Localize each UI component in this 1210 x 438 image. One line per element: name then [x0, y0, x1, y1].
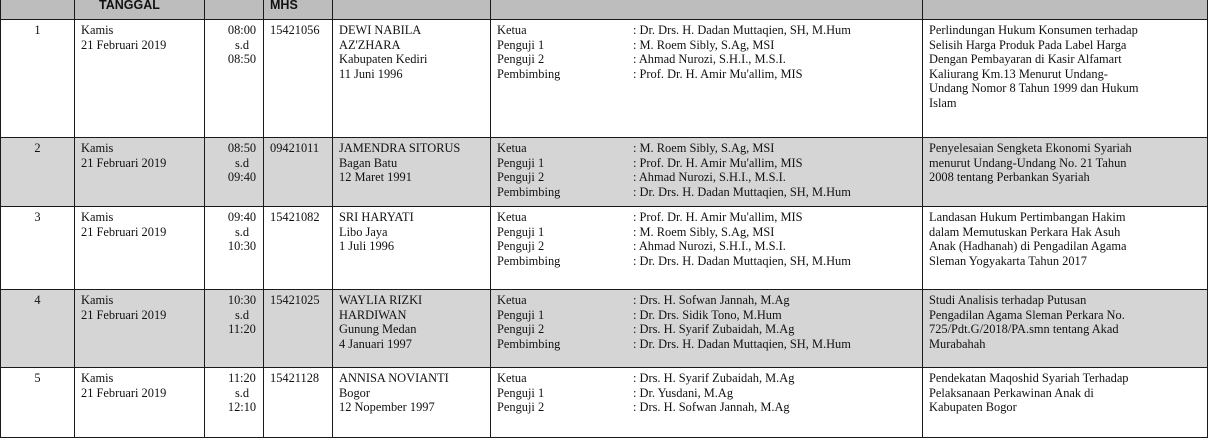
- examiner-role: Penguji 2: [497, 400, 545, 415]
- thesis-title-line: 2008 tentang Perbankan Syariah: [929, 170, 1090, 185]
- table-row: [1, 138, 1208, 207]
- examiner-role: Pembimbing: [497, 253, 561, 268]
- time-end: 08:50: [227, 52, 257, 67]
- time-end: 09:40: [227, 170, 257, 185]
- examiner-role: Pembimbing: [497, 184, 561, 199]
- examiner-row: [497, 322, 916, 337]
- examiner-team-cell: [491, 207, 923, 290]
- examiner-team-cell: [491, 138, 923, 207]
- examiner-name: : Dr. Drs. H. Dadan Muttaqien, SH, M.Hum: [633, 184, 851, 199]
- table-row: [1, 290, 1208, 368]
- date-cell: [75, 290, 205, 368]
- time-start: 09:40: [227, 210, 257, 224]
- thesis-title-line: Kabupaten Bogor: [929, 400, 1017, 415]
- thesis-title-cell: [923, 207, 1208, 290]
- examiner-role: Penguji 1: [497, 155, 545, 170]
- row-number: 5: [1, 368, 75, 438]
- examiner-row: [497, 67, 916, 82]
- birthplace: Kabupaten Kediri: [339, 52, 428, 67]
- date-cell: [75, 368, 205, 438]
- examiner-role: Penguji 2: [497, 170, 545, 185]
- birthplace: Bogor: [339, 385, 370, 400]
- student-name-line: ANNISA NOVIANTI: [339, 371, 449, 385]
- examiner-role: Penguji 2: [497, 52, 545, 67]
- examiner-team: [497, 23, 916, 81]
- table-header-row: [1, 0, 1208, 20]
- student-id: 15421025: [264, 290, 333, 368]
- exam-day: Kamis: [81, 23, 114, 37]
- examiner-role: Penguji 1: [497, 37, 545, 52]
- exam-day: Kamis: [81, 371, 114, 385]
- birthdate: 12 Nopember 1997: [339, 400, 435, 415]
- row-number: 2: [1, 138, 75, 207]
- header-judul: [923, 0, 1208, 20]
- examiner-row: [497, 371, 916, 386]
- examiner-row: [497, 308, 916, 323]
- thesis-title-cell: [923, 138, 1208, 207]
- student-id: 15421056: [264, 20, 333, 138]
- examiner-row: [497, 156, 916, 171]
- time-separator: s.d: [234, 385, 250, 400]
- student-id: 15421128: [264, 368, 333, 438]
- examiner-row: [497, 254, 916, 269]
- header-tanggal: TANGGAL: [75, 0, 205, 20]
- student-cell: [333, 368, 491, 438]
- time-start: 10:30: [227, 293, 257, 307]
- examiner-team-cell: [491, 368, 923, 438]
- student-id: 09421011: [264, 138, 333, 207]
- examiner-name: : Prof. Dr. H. Amir Mu'allim, MIS: [633, 66, 803, 81]
- examiner-name: : M. Roem Sibly, S.Ag, MSI: [633, 37, 775, 52]
- examiner-name: : Drs. H. Sofwan Jannah, M.Ag: [633, 400, 790, 415]
- examiner-name: : Prof. Dr. H. Amir Mu'allim, MIS: [633, 155, 803, 170]
- examiner-role: Ketua: [497, 293, 527, 307]
- time-start: 08:50: [227, 141, 257, 155]
- examiner-name: : Drs. H. Syarif Zubaidah, M.Ag: [633, 371, 795, 385]
- birthplace: Gunung Medan: [339, 322, 417, 337]
- examiner-role: Penguji 1: [497, 224, 545, 239]
- examiner-name: : Dr. Drs. H. Dadan Muttaqien, SH, M.Hum: [633, 23, 851, 37]
- examiner-name: : M. Roem Sibly, S.Ag, MSI: [633, 141, 775, 155]
- time-cell: [205, 368, 264, 438]
- exam-day: Kamis: [81, 141, 114, 155]
- exam-day: Kamis: [81, 210, 114, 224]
- exam-date: 21 Februari 2019: [81, 37, 167, 52]
- birthdate: 12 Maret 1991: [339, 170, 412, 185]
- examiner-row: [497, 185, 916, 200]
- examiner-row: [497, 225, 916, 240]
- examiner-name: : Dr. Drs. H. Dadan Muttaqien, SH, M.Hum: [633, 336, 851, 351]
- exam-day: Kamis: [81, 293, 114, 307]
- header-no: [1, 0, 75, 20]
- table-row: [1, 20, 1208, 138]
- examiner-role: Ketua: [497, 141, 527, 155]
- examiner-team: [497, 371, 916, 415]
- thesis-title-line: Studi Analisis terhadap Putusan: [929, 293, 1087, 307]
- thesis-title-line: Penyelesaian Sengketa Ekonomi Syariah: [929, 141, 1132, 155]
- student-name-line: DEWI NABILA: [339, 23, 422, 37]
- row-number: 4: [1, 290, 75, 368]
- thesis-title-line: Kaliurang Km.13 Menurut Undang-: [929, 66, 1108, 81]
- thesis-title-cell: [923, 368, 1208, 438]
- time-cell: [205, 138, 264, 207]
- thesis-title-line: Perlindungan Hukum Konsumen terhadap: [929, 23, 1138, 37]
- thesis-title-line: Sleman Yogyakarta Tahun 2017: [929, 253, 1087, 268]
- time-cell: [205, 20, 264, 138]
- examiner-team-cell: [491, 290, 923, 368]
- header-nama: [333, 0, 491, 20]
- examiner-role: Ketua: [497, 23, 527, 37]
- time-separator: s.d: [234, 224, 250, 239]
- examiner-name: : Prof. Dr. H. Amir Mu'allim, MIS: [633, 210, 803, 224]
- examiner-role: Penguji 1: [497, 385, 545, 400]
- thesis-title-line: Undang Nomor 8 Tahun 1999 dan Hukum: [929, 81, 1139, 96]
- table-body: [1, 20, 1208, 438]
- thesis-title-line: Selisih Harga Produk Pada Label Harga: [929, 37, 1127, 52]
- time-end: 11:20: [228, 322, 256, 337]
- thesis-title-line: Landasan Hukum Pertimbangan Hakim: [929, 210, 1126, 224]
- time-separator: s.d: [234, 155, 250, 170]
- birthdate: 4 Januari 1997: [339, 336, 412, 351]
- thesis-title-line: Islam: [929, 95, 957, 110]
- examiner-team-cell: [491, 20, 923, 138]
- thesis-title-cell: [923, 290, 1208, 368]
- examiner-role: Pembimbing: [497, 336, 561, 351]
- examiner-name: : M. Roem Sibly, S.Ag, MSI: [633, 224, 775, 239]
- time-start: 11:20: [228, 371, 256, 385]
- date-cell: [75, 207, 205, 290]
- student-name-line: WAYLIA RIZKI: [339, 293, 423, 307]
- examiner-row: [497, 386, 916, 401]
- birthdate: 1 Juli 1996: [339, 239, 395, 254]
- thesis-title-line: menurut Undang-Undang No. 21 Tahun: [929, 155, 1127, 170]
- thesis-title-line: 725/Pdt.G/2018/PA.smn tentang Akad: [929, 322, 1119, 337]
- date-cell: [75, 20, 205, 138]
- examiner-team: [497, 293, 916, 351]
- examiner-row: [497, 23, 916, 38]
- examiner-team: [497, 210, 916, 268]
- birthdate: 11 Juni 1996: [339, 66, 403, 81]
- examiner-name: : Drs. H. Syarif Zubaidah, M.Ag: [633, 322, 795, 337]
- time-start: 08:00: [227, 23, 257, 37]
- thesis-title-line: Pelaksanaan Perkawinan Anak di: [929, 385, 1094, 400]
- time-cell: [205, 207, 264, 290]
- examiner-row: [497, 170, 916, 185]
- examiner-row: [497, 210, 916, 225]
- examiner-role: Ketua: [497, 371, 527, 385]
- examiner-row: [497, 239, 916, 254]
- student-cell: [333, 138, 491, 207]
- examiner-name: : Dr. Yusdani, M.Ag: [633, 385, 734, 400]
- thesis-title-cell: [923, 20, 1208, 138]
- examiner-role: Penguji 2: [497, 239, 545, 254]
- exam-date: 21 Februari 2019: [81, 385, 167, 400]
- row-number: 1: [1, 20, 75, 138]
- student-cell: [333, 207, 491, 290]
- student-name-line: HARDIWAN: [339, 307, 407, 322]
- header-jam: [205, 0, 264, 20]
- examiner-name: : Ahmad Nurozi, S.H.I., M.S.I.: [633, 239, 786, 254]
- exam-date: 21 Februari 2019: [81, 224, 167, 239]
- examiner-name: : Drs. H. Sofwan Jannah, M.Ag: [633, 293, 790, 307]
- birthplace: Libo Jaya: [339, 224, 388, 239]
- examiner-row: [497, 400, 916, 415]
- examiner-name: : Dr. Drs. Sidik Tono, M.Hum: [633, 307, 782, 322]
- examiner-row: [497, 52, 916, 67]
- examiner-name: : Ahmad Nurozi, S.H.I., M.S.I.: [633, 170, 786, 185]
- examiner-role: Penguji 1: [497, 307, 545, 322]
- examiner-row: [497, 141, 916, 156]
- time-end: 12:10: [227, 400, 257, 415]
- examiner-row: [497, 337, 916, 352]
- examiner-row: [497, 38, 916, 53]
- table-row: [1, 368, 1208, 438]
- student-name-line: AZ'ZHARA: [339, 37, 401, 52]
- examiner-team: [497, 141, 916, 199]
- thesis-title-line: Anak (Hadhanah) di Pengadilan Agama: [929, 239, 1127, 254]
- time-separator: s.d: [234, 37, 250, 52]
- thesis-title-line: dalam Memutuskan Perkara Hak Asuh: [929, 224, 1121, 239]
- examiner-role: Pembimbing: [497, 66, 561, 81]
- time-cell: [205, 290, 264, 368]
- time-separator: s.d: [234, 307, 250, 322]
- thesis-title-line: Murabahah: [929, 336, 986, 351]
- date-cell: [75, 138, 205, 207]
- examiner-role: Penguji 2: [497, 322, 545, 337]
- student-cell: [333, 20, 491, 138]
- table-row: [1, 207, 1208, 290]
- exam-date: 21 Februari 2019: [81, 155, 167, 170]
- thesis-title-line: Pengadilan Agama Sleman Perkara No.: [929, 307, 1125, 322]
- row-number: 3: [1, 207, 75, 290]
- examiner-name: : Ahmad Nurozi, S.H.I., M.S.I.: [633, 52, 786, 67]
- examiner-role: Ketua: [497, 210, 527, 224]
- birthplace: Bagan Batu: [339, 155, 398, 170]
- student-name-line: SRI HARYATI: [339, 210, 414, 224]
- examiner-row: [497, 293, 916, 308]
- time-end: 10:30: [227, 239, 257, 254]
- exam-date: 21 Februari 2019: [81, 307, 167, 322]
- student-cell: [333, 290, 491, 368]
- student-name-line: JAMENDRA SITORUS: [339, 141, 461, 155]
- examiner-name: : Dr. Drs. H. Dadan Muttaqien, SH, M.Hum: [633, 253, 851, 268]
- student-id: 15421082: [264, 207, 333, 290]
- thesis-title-line: Pendekatan Maqoshid Syariah Terhadap: [929, 371, 1129, 385]
- thesis-title-line: Dengan Pembayaran di Kasir Alfamart: [929, 52, 1122, 67]
- header-mhs: MHS: [264, 0, 333, 20]
- header-tim-penguji: [491, 0, 923, 20]
